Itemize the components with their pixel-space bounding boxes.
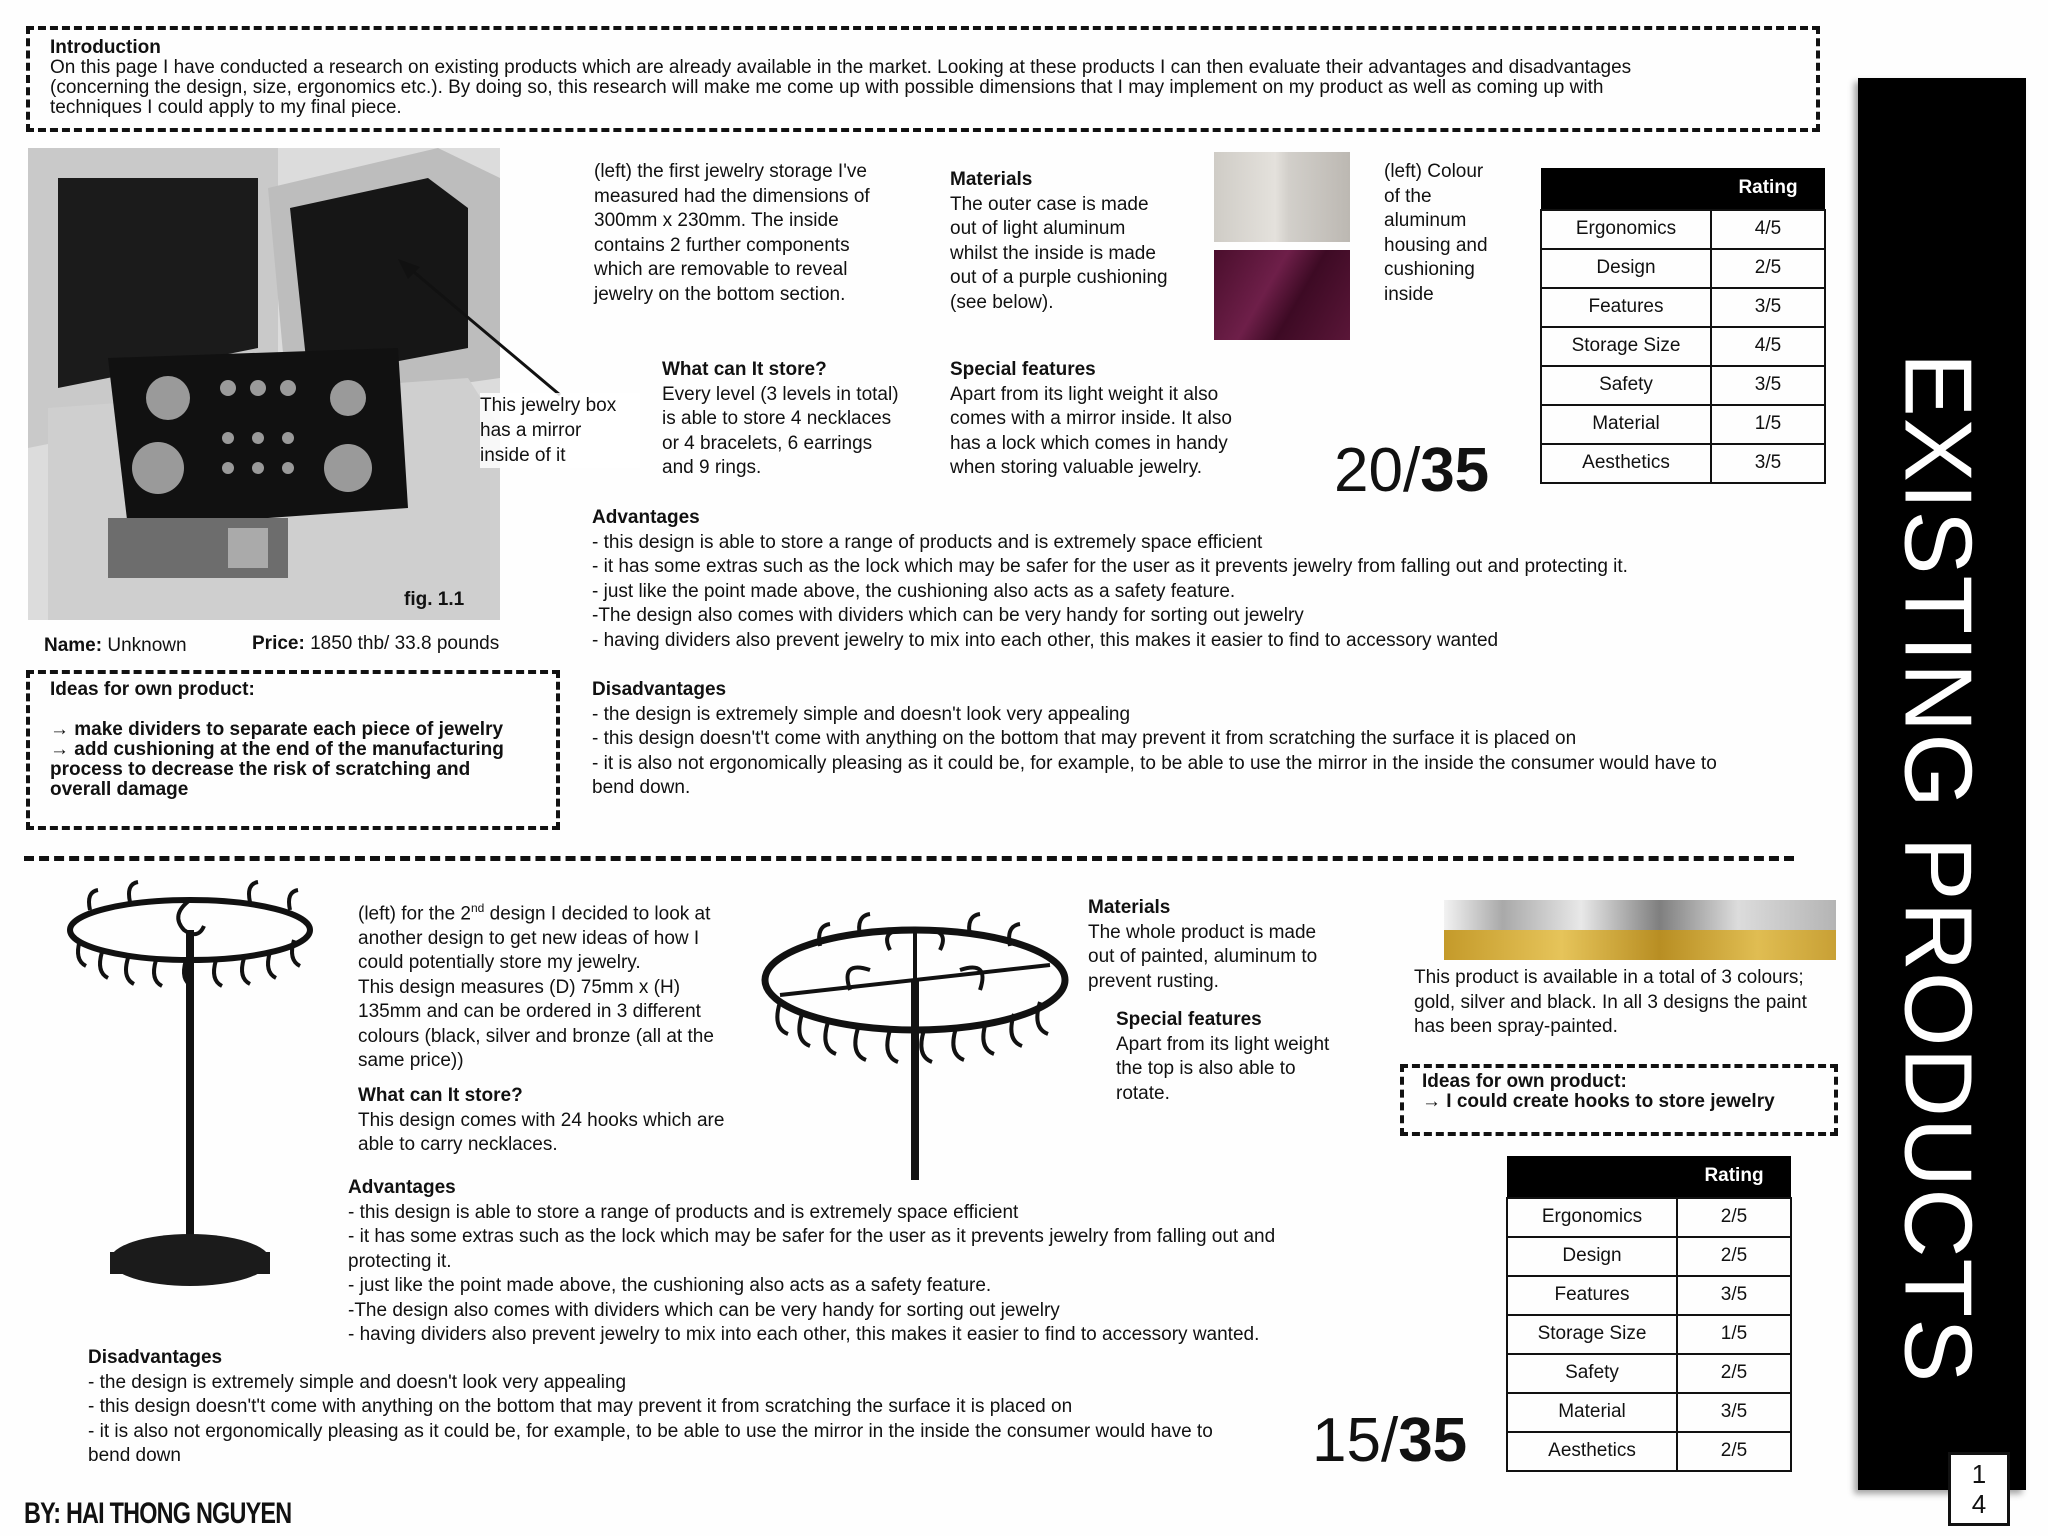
description-2-pre: (left) for the 2 — [358, 903, 471, 925]
author-credit: BY: HAI THONG NGUYEN — [24, 1497, 292, 1530]
rating-value: 2/5 — [1711, 249, 1825, 288]
rating-value: 3/5 — [1677, 1276, 1791, 1315]
rating-label: Features — [1541, 288, 1711, 327]
name-label: Name: — [44, 635, 103, 656]
name-value: Unknown — [107, 635, 187, 656]
intro-heading: Introduction — [50, 37, 161, 58]
intro-body: On this page I have conducted a research on existing products which are already available in the market. Looking at these products I can then evaluate their advantages and disadvantages (concerning the design, size, ergonomics etc.). By doing so, this research will make me come up with possible dimensions that I may implement on my product as well as coming up with techniques I could apply to my final piece. — [50, 57, 1632, 118]
advantages-body-1: - this design is able to store a range of products and is extremely space efficient - it has some extras such as the lock which may be safer for the user as it prevents jewelry from falling out and protecting it. - just like the point made above, the cushioning also acts as a safety feature. -The design also comes with dividers which can be very handy for sorting out jewelry - having dividers also prevent jewelry to mix into each other, this makes it easier to find to accessory wanted — [592, 531, 1628, 651]
rating-label: Safety — [1541, 366, 1711, 405]
price-label: Price: — [252, 633, 305, 654]
product2-store — [358, 1084, 758, 1158]
rating-value: 4/5 — [1711, 210, 1825, 249]
product2-advantages — [348, 1176, 1348, 1348]
score-value-2: 15/ — [1312, 1406, 1399, 1475]
rating-table-2 — [1506, 1156, 1792, 1472]
score-1 — [1334, 436, 1490, 505]
rating-value: 2/5 — [1677, 1432, 1791, 1471]
silver-swatch — [1444, 900, 1836, 930]
rating-label: Ergonomics — [1507, 1198, 1677, 1237]
rating-label: Material — [1507, 1393, 1677, 1432]
product2-materials — [1088, 896, 1368, 994]
product1-store — [662, 358, 932, 481]
advantages-body-2: - this design is able to store a range of products and is extremely space efficient - it has some extras such as the lock which may be safer for the user as it prevents jewelry from falling out and protecting it. - just like the point made above, the cushioning also acts as a safety feature. -The design also comes with dividers which can be very handy for sorting out jewelry - having dividers also prevent jewelry to mix into each other, this makes it easier to find to accessory wanted. — [348, 1201, 1276, 1345]
ideas-heading-1: Ideas for own product: — [50, 679, 255, 700]
rating-value: 1/5 — [1677, 1315, 1791, 1354]
special-heading-2: Special features — [1116, 1009, 1262, 1030]
special-heading-1: Special features — [950, 359, 1096, 380]
ideas-box-2 — [1400, 1064, 1838, 1136]
product2-description — [358, 896, 758, 1074]
score-total-2: 35 — [1398, 1406, 1468, 1475]
fig-label: fig. 1.1 — [404, 589, 465, 610]
rating-value: 2/5 — [1677, 1237, 1791, 1276]
score-value-1: 20/ — [1334, 436, 1421, 505]
jewelry-stand-photo-2 — [740, 910, 1090, 1190]
special-body-1: Apart from its light weight it also comes with a mirror inside. It also has a lock which comes in handy when storing valuable jewelry. — [950, 383, 1232, 478]
product1-advantages — [592, 506, 1812, 653]
rating-table-1 — [1540, 168, 1826, 484]
gold-swatch — [1444, 930, 1836, 960]
rating-header-blank-1 — [1541, 168, 1711, 210]
product1-special — [950, 358, 1270, 481]
advantages-heading-1: Advantages — [592, 507, 700, 528]
rating-label: Storage Size — [1507, 1315, 1677, 1354]
rating-value: 3/5 — [1711, 444, 1825, 483]
jewelry-stand-photo-1 — [40, 880, 340, 1320]
rating-value: 4/5 — [1711, 327, 1825, 366]
ideas-body-1: → make dividers to separate each piece of jewelry → add cushioning at the end of the manufacturing process to decrease the risk of scratching and overall damage — [50, 719, 504, 800]
product1-materials — [950, 168, 1210, 315]
special-body-2: Apart from its light weight the top is also able to rotate. — [1116, 1033, 1330, 1104]
cushion-swatch — [1214, 250, 1350, 340]
rating-value: 1/5 — [1711, 405, 1825, 444]
rating-label: Safety — [1507, 1354, 1677, 1393]
rating-value: 2/5 — [1677, 1354, 1791, 1393]
product1-disadvantages — [592, 678, 1822, 801]
disadvantages-body-2: - the design is extremely simple and doesn't look very appealing - this design doesn't't come with anything on the bottom that may prevent it from scratching the surface it is placed on - it is also not ergonomically pleasing as it could be, for example, to be able to use the mirror in the inside the consumer would have to bend down — [88, 1371, 1213, 1466]
score-total-1: 35 — [1420, 436, 1490, 505]
store-heading-2: What can It store? — [358, 1085, 523, 1106]
description-2-sup: nd — [471, 901, 485, 915]
rating-label: Features — [1507, 1276, 1677, 1315]
mirror-note: This jewelry box has a mirror inside of it — [480, 393, 640, 468]
rating-value: 3/5 — [1677, 1393, 1791, 1432]
rating-label: Storage Size — [1541, 327, 1711, 366]
ideas-box-1 — [26, 670, 560, 830]
rating-value: 2/5 — [1677, 1198, 1791, 1237]
rating-header-blank-2 — [1507, 1156, 1677, 1198]
description-2-post: design I decided to look at another design to get new ideas of how I could potentially store my jewelry. This design measures (D) 75mm x (H) 135mm and can be ordered in 3 different colours (black, silver and bronze (all at the same price)) — [358, 903, 714, 1072]
rating-label: Design — [1507, 1237, 1677, 1276]
disadvantages-heading-2: Disadvantages — [88, 1347, 223, 1368]
disadvantages-heading-1: Disadvantages — [592, 679, 727, 700]
materials-heading-1: Materials — [950, 169, 1033, 190]
product1-name — [44, 634, 187, 659]
product1-description: (left) the first jewelry storage I've measured had the dimensions of 300mm x 230mm. The inside contains 2 further components which are removable to reveal jewelry on the bottom section. — [594, 161, 870, 305]
product2-disadvantages — [88, 1346, 1328, 1469]
rating-header-2: Rating — [1677, 1156, 1791, 1198]
arrow-icon — [390, 255, 570, 405]
store-body-1: Every level (3 levels in total) is able to store 4 necklaces or 4 bracelets, 6 earrings and 9 rings. — [662, 383, 899, 478]
score-2 — [1312, 1406, 1468, 1475]
rating-label: Design — [1541, 249, 1711, 288]
advantages-heading-2: Advantages — [348, 1177, 456, 1198]
price-value: 1850 thb/ 33.8 pounds — [310, 633, 500, 654]
product1-price — [252, 632, 499, 657]
colour-note-1: (left) Colour of the aluminum housing and cushioning inside — [1384, 161, 1488, 305]
rating-label: Aesthetics — [1541, 444, 1711, 483]
sidebar-title: EXISTING PRODUCTS — [1884, 352, 1992, 1384]
materials-body-1: The outer case is made out of light aluminum whilst the inside is made out of a purple cushioning (see below). — [950, 193, 1168, 313]
disadvantages-body-1: - the design is extremely simple and doesn't look very appealing - this design doesn't't come with anything on the bottom that may prevent it from scratching the surface it is placed on - it is also not ergonomically pleasing as it could be, for example, to be able to use the mirror in the inside the consumer would have to bend down. — [592, 703, 1717, 798]
ideas-heading-2: Ideas for own product: — [1422, 1071, 1627, 1092]
colour-note-2: This product is available in a total of 3 colours; gold, silver and black. In all 3 designs the paint has been spray-painted. — [1414, 967, 1807, 1037]
rating-header-1: Rating — [1711, 168, 1825, 210]
ideas-body-2: → I could create hooks to store jewelry — [1422, 1091, 1775, 1112]
rating-label: Ergonomics — [1541, 210, 1711, 249]
rating-label: Aesthetics — [1507, 1432, 1677, 1471]
aluminum-swatch — [1214, 152, 1350, 242]
sidebar-title-wrap — [1884, 352, 1992, 1384]
materials-heading-2: Materials — [1088, 897, 1171, 918]
section-divider — [24, 856, 1794, 861]
rating-label: Material — [1541, 405, 1711, 444]
store-body-2: This design comes with 24 hooks which are able to carry necklaces. — [358, 1109, 725, 1155]
intro-box — [26, 26, 1820, 132]
store-heading-1: What can It store? — [662, 359, 827, 380]
product2-special — [1116, 1008, 1366, 1106]
rating-value: 3/5 — [1711, 288, 1825, 327]
page-number: 1 4 — [1948, 1452, 2010, 1526]
rating-value: 3/5 — [1711, 366, 1825, 405]
materials-body-2: The whole product is made out of painted, aluminum to prevent rusting. — [1088, 921, 1318, 992]
